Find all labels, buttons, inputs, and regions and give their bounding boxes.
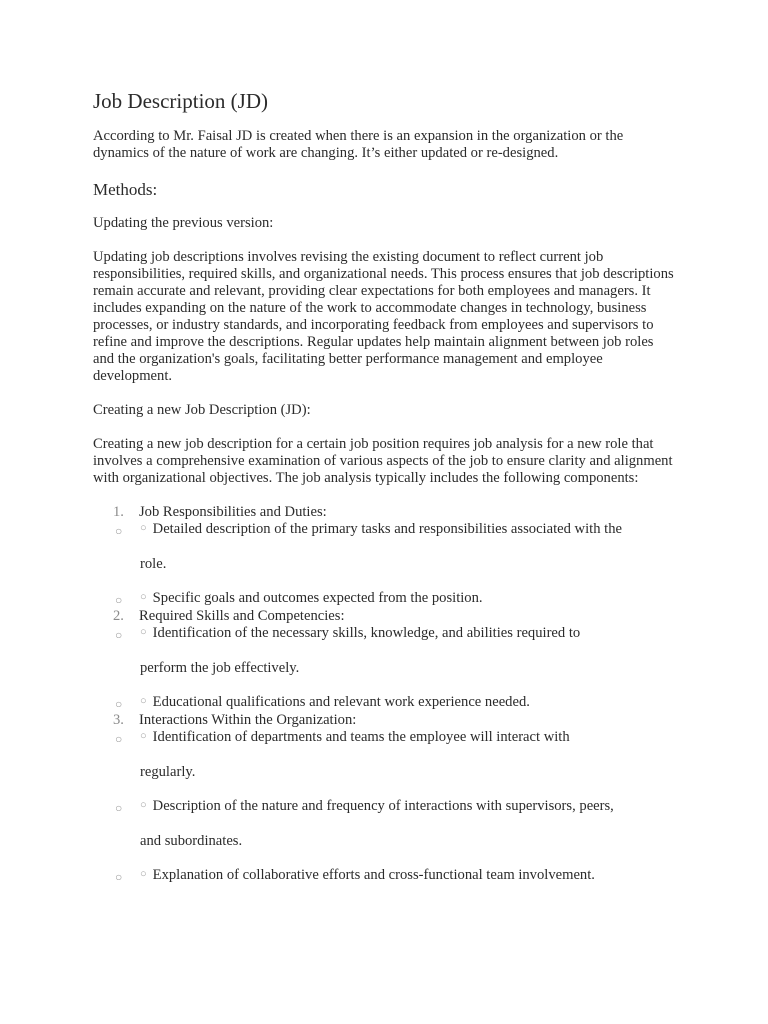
hollow-bullet-icon: ○ [115, 628, 123, 642]
sub-list-item [93, 798, 678, 867]
sub-list-item [93, 694, 678, 712]
sub-item-continuation: perform the job effectively. [140, 660, 300, 676]
sub-item-text: Identification of the necessary skills, knowledge, and abilities required to [152, 625, 581, 641]
list-number: 3. [113, 712, 124, 728]
hollow-bullet-icon: ○ [115, 732, 123, 746]
page-title: Job Description (JD) [93, 89, 268, 113]
methods-heading: Methods: [93, 180, 158, 199]
document-content [93, 88, 678, 885]
sub-list-item [93, 729, 678, 798]
sub-item-text: Specific goals and outcomes expected from the position. [152, 590, 483, 606]
creating-heading: Creating a new Job Description (JD): [93, 402, 311, 418]
intro-paragraph: According to Mr. Faisal JD is created when there is an expansion in the organization or the dynamics of the nature of work are changing. It’s either updated or re-designed. [93, 128, 624, 161]
sub-item-text: Explanation of collaborative efforts and cross-functional team involvement. [152, 867, 595, 883]
list-number: 2. [113, 608, 124, 624]
updating-paragraph: Updating job descriptions involves revising the existing document to reflect current job responsibilities, required skills, and organizational needs. This process ensures that job descriptions remain accurate and relevant, providing clear expectations for both employees and managers. It includes expanding on the nature of the work to accommodate changes in technology, business processes, or industry standards, and incorporating feedback from employees and supervisors to refine and improve the descriptions. Regular updates help maintain alignment between job roles and the organization's goals, facilitating better performance management and employee development. [93, 249, 674, 384]
sub-item-continuation: regularly. [140, 764, 196, 780]
hollow-bullet-icon: ○ [140, 868, 147, 880]
hollow-bullet-icon: ○ [115, 870, 123, 884]
list-item [93, 504, 678, 521]
list-item [93, 608, 678, 625]
sub-item-text: Detailed description of the primary tasks and responsibilities associated with the [152, 521, 622, 537]
hollow-bullet-icon: ○ [115, 524, 123, 538]
sub-list-item [93, 867, 678, 885]
hollow-bullet-icon: ○ [140, 591, 147, 603]
hollow-bullet-icon: ○ [140, 799, 147, 811]
hollow-bullet-icon: ○ [140, 695, 147, 707]
list-item [93, 712, 678, 729]
sub-list-item [93, 590, 678, 608]
updating-heading: Updating the previous version: [93, 215, 274, 231]
hollow-bullet-icon: ○ [140, 626, 147, 638]
hollow-bullet-icon: ○ [115, 593, 123, 607]
sub-item-text: Educational qualifications and relevant work experience needed. [152, 694, 530, 710]
hollow-bullet-icon: ○ [115, 801, 123, 815]
sub-item-text: Description of the nature and frequency of interactions with supervisors, peers, [152, 798, 614, 814]
list-number: 1. [113, 504, 124, 520]
hollow-bullet-icon: ○ [140, 522, 147, 534]
sub-list-item [93, 625, 678, 694]
list-item-label: Interactions Within the Organization: [139, 712, 357, 728]
sub-item-text: Identification of departments and teams the employee will interact with [152, 729, 570, 745]
creating-paragraph: Creating a new job description for a certain job position requires job analysis for a new role that involves a comprehensive examination of various aspects of the job to ensure clarity and alignment with organizational objectives. The job analysis typically includes the following components: [93, 436, 673, 486]
sub-item-continuation: and subordinates. [140, 833, 243, 849]
hollow-bullet-icon: ○ [115, 697, 123, 711]
hollow-bullet-icon: ○ [140, 730, 147, 742]
list-item-label: Required Skills and Competencies: [139, 608, 345, 624]
sub-list-item [93, 521, 678, 590]
sub-item-continuation: role. [140, 556, 167, 572]
list-item-label: Job Responsibilities and Duties: [139, 504, 327, 520]
components-list [93, 504, 678, 885]
